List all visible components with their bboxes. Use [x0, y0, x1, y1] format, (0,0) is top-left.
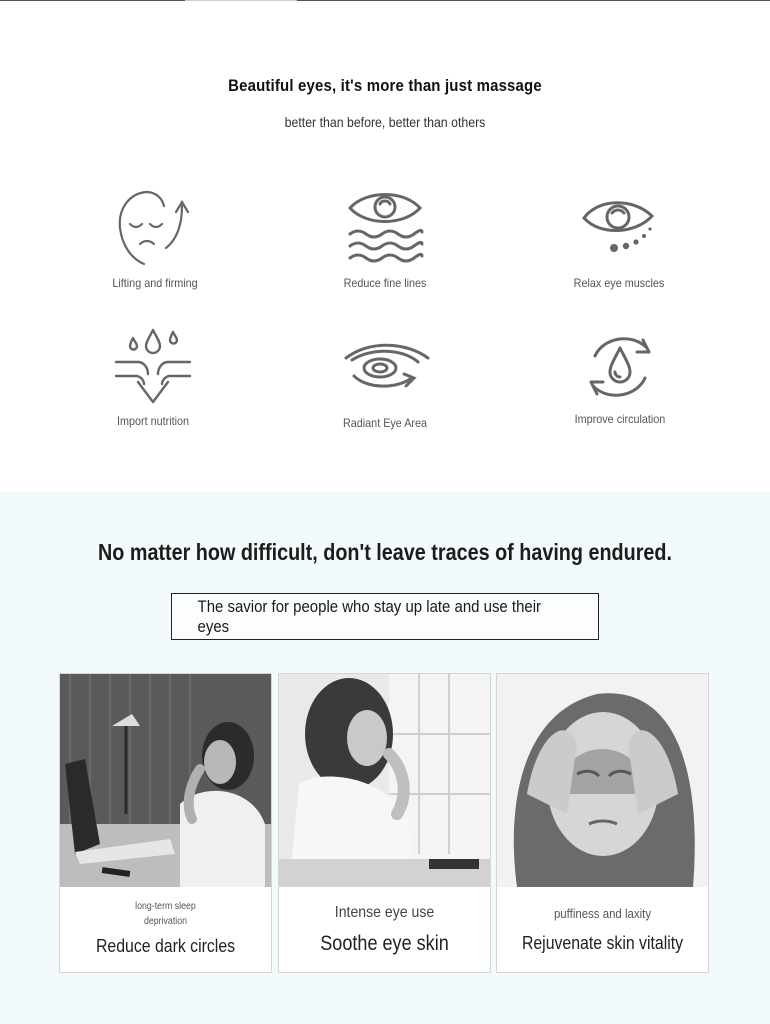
- hero-title: Beautiful eyes, it's more than just massage: [228, 76, 542, 95]
- card-caption: [60, 899, 271, 929]
- feature-fine-lines: [295, 186, 475, 290]
- feature-label: Radiant Eye Area: [342, 416, 428, 430]
- circulation-drop-icon: [575, 326, 665, 406]
- eye-waves-icon: [340, 186, 430, 270]
- drops-arrow-icon: [108, 326, 198, 408]
- card-title-wrap: [60, 936, 271, 957]
- feature-radiant: [295, 336, 475, 430]
- hero-subtitle: better than before, better than others: [284, 114, 486, 130]
- card-title: Rejuvenate skin vitality: [521, 933, 684, 953]
- card-subtitle: puffiness and laxity: [553, 906, 652, 921]
- card-title-wrap: [279, 932, 490, 956]
- feature-nutrition: [63, 326, 243, 428]
- card-subtitle: Intense eye use: [334, 904, 435, 921]
- photo-woman-rubbing-eyes: [279, 674, 490, 887]
- card-rejuvenate: [496, 673, 709, 973]
- card-small-line1: long-term sleep: [135, 901, 196, 912]
- feature-label: Lifting and firming: [112, 276, 198, 290]
- top-divider: [0, 0, 770, 1]
- card-title: Soothe eye skin: [320, 932, 449, 955]
- top-divider-highlight: [185, 0, 297, 1]
- eye-dots-icon: [574, 186, 664, 270]
- feature-circulation: [530, 326, 710, 426]
- feature-label: Reduce fine lines: [343, 276, 427, 290]
- radiant-eye-icon: [340, 336, 430, 406]
- savior-tagline-box: [171, 593, 599, 640]
- feature-lifting: [65, 186, 245, 290]
- feature-label: Relax eye muscles: [573, 276, 665, 290]
- band-title: No matter how difficult, don't leave traces of having endured.: [97, 539, 672, 565]
- card-caption: [497, 906, 708, 921]
- card-title: Reduce dark circles: [95, 936, 236, 956]
- card-small-line2: deprivation: [143, 916, 188, 927]
- card-caption: [279, 904, 490, 922]
- feature-relax: [529, 186, 709, 290]
- card-soothe: [278, 673, 491, 973]
- feature-label: Improve circulation: [574, 412, 666, 426]
- card-title-wrap: [497, 933, 708, 954]
- photo-tired-woman-laptop: [60, 674, 271, 887]
- face-lift-icon: [110, 186, 200, 270]
- feature-label: Import nutrition: [116, 414, 190, 428]
- savior-tagline: The savior for people who stay up late and use their eyes: [197, 596, 542, 636]
- photo-woman-headache: [497, 674, 708, 887]
- card-dark-circles: [59, 673, 272, 973]
